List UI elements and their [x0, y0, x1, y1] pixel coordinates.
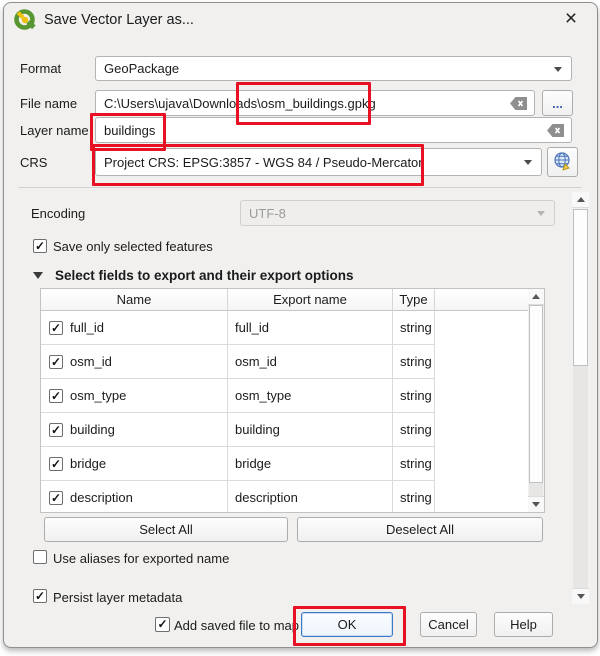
save-only-selected-label[interactable]: Save only selected features — [53, 239, 213, 254]
field-type: string — [400, 490, 432, 505]
clear-text-icon[interactable] — [547, 124, 564, 137]
field-type: string — [400, 354, 432, 369]
table-scrollbar-thumb[interactable] — [529, 305, 543, 483]
close-icon[interactable]: × — [564, 7, 578, 30]
field-export-name: full_id — [235, 320, 269, 335]
field-export-name: osm_id — [235, 354, 277, 369]
field-name: bridge — [70, 456, 107, 471]
persist-metadata-checkbox[interactable]: ✓ — [34, 589, 46, 603]
help-button[interactable]: Help — [494, 612, 553, 637]
file-name-value: C:\Users\ujava\Downloads\osm_buildings.gpkg — [104, 95, 376, 111]
field-type: string — [400, 456, 432, 471]
use-aliases-label[interactable]: Use aliases for exported name — [53, 551, 230, 566]
clear-text-icon[interactable] — [510, 97, 527, 110]
dialog-scrollbar-track[interactable] — [573, 366, 588, 588]
scroll-up-icon[interactable] — [528, 289, 544, 305]
scroll-up-icon[interactable] — [572, 192, 589, 208]
encoding-label: Encoding — [31, 206, 86, 221]
ok-button[interactable]: OK — [301, 612, 393, 637]
expander-arrow-icon[interactable] — [33, 272, 43, 279]
field-checkbox[interactable]: ✓ — [50, 422, 62, 437]
globe-edit-icon — [552, 151, 574, 173]
fields-table-header — [41, 289, 544, 311]
field-name: full_id — [70, 320, 104, 335]
format-value: GeoPackage — [104, 61, 180, 76]
file-name-label: File name — [20, 96, 78, 111]
field-export-name: osm_type — [235, 388, 292, 403]
encoding-combobox — [240, 200, 555, 226]
use-aliases-checkbox[interactable] — [33, 550, 47, 564]
add-to-map-label[interactable]: Add saved file to map — [174, 618, 300, 633]
format-combobox[interactable] — [95, 56, 572, 81]
browse-button[interactable]: ... — [542, 90, 573, 116]
layer-name-input[interactable] — [95, 117, 572, 143]
select-crs-button[interactable] — [547, 147, 578, 177]
cancel-button[interactable]: Cancel — [420, 612, 477, 637]
field-type: string — [400, 422, 432, 437]
divider — [18, 187, 582, 188]
qgis-logo-icon — [13, 8, 37, 32]
encoding-value: UTF-8 — [249, 205, 286, 221]
field-checkbox[interactable]: ✓ — [50, 456, 62, 471]
field-type: string — [400, 388, 432, 403]
table-row[interactable] — [41, 379, 544, 413]
field-checkbox[interactable]: ✓ — [50, 354, 62, 369]
field-export-name: description — [235, 490, 298, 505]
field-export-name: bridge — [235, 456, 272, 471]
dialog-scrollbar[interactable] — [572, 192, 589, 604]
crs-label: CRS — [20, 155, 48, 170]
field-checkbox[interactable]: ✓ — [50, 388, 62, 403]
field-name: osm_id — [70, 354, 112, 369]
field-checkbox[interactable]: ✓ — [50, 320, 62, 335]
table-row[interactable] — [41, 481, 544, 513]
field-name: osm_type — [70, 388, 127, 403]
add-to-map-checkbox[interactable]: ✓ — [155, 617, 170, 632]
field-name: building — [70, 422, 115, 437]
crs-value: Project CRS: EPSG:3857 - WGS 84 / Pseudo-Mercator — [104, 154, 423, 170]
scroll-down-icon[interactable] — [528, 496, 544, 512]
layer-name-value: buildings — [104, 122, 156, 138]
field-export-name: building — [235, 422, 280, 437]
chevron-down-icon — [524, 160, 532, 165]
column-header-type[interactable]: Type — [393, 289, 435, 311]
persist-metadata-label[interactable]: Persist layer metadata — [53, 590, 183, 605]
scroll-down-icon[interactable] — [572, 588, 589, 604]
layer-name-label: Layer name — [20, 123, 89, 138]
column-header-export-name[interactable]: Export name — [228, 289, 393, 311]
select-all-button[interactable]: Select All — [44, 517, 288, 542]
table-scrollbar[interactable] — [528, 289, 544, 512]
field-name: description — [70, 490, 133, 505]
table-row[interactable] — [41, 311, 544, 345]
file-name-input[interactable] — [95, 90, 535, 116]
save-only-selected-checkbox[interactable]: ✓ — [34, 239, 46, 253]
format-label: Format — [20, 61, 62, 76]
field-checkbox[interactable]: ✓ — [50, 490, 62, 505]
deselect-all-button[interactable]: Deselect All — [297, 517, 543, 542]
field-type: string — [400, 320, 432, 335]
fields-section-label[interactable]: Select fields to export and their export options — [55, 268, 354, 283]
column-header-name[interactable]: Name — [41, 289, 228, 311]
table-row[interactable] — [41, 345, 544, 379]
dialog-title: Save Vector Layer as... — [44, 12, 194, 28]
chevron-down-icon — [554, 67, 562, 72]
table-row[interactable] — [41, 413, 544, 447]
table-scrollbar-track[interactable] — [529, 483, 543, 497]
table-row[interactable] — [41, 447, 544, 481]
chevron-down-icon — [537, 211, 545, 216]
fields-table-body — [41, 311, 544, 513]
crs-combobox[interactable] — [95, 148, 542, 176]
fields-table — [40, 288, 545, 513]
dialog-scrollbar-thumb[interactable] — [573, 209, 588, 366]
